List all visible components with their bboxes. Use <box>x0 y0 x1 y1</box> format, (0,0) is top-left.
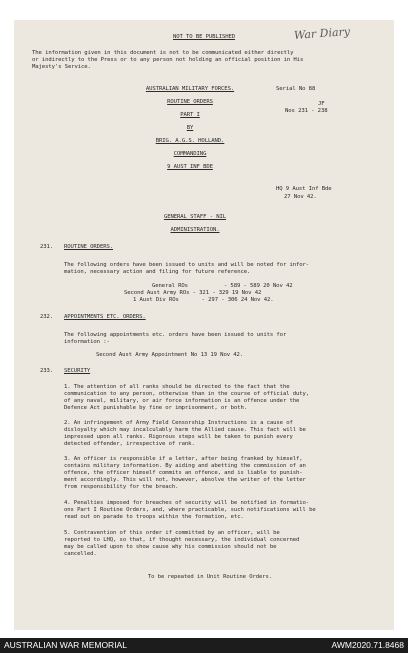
section-232-text-1: The following appointments etc. orders have been issued to units for <box>64 332 287 338</box>
security-p3-line-2: contains military information. By aiding and abetting the commission of an <box>64 463 306 469</box>
title-line-1: AUSTRALIAN MILITARY FORCES. <box>145 86 235 92</box>
security-p3-line-1: 3. An officer is responsible if a letter, after being franked by himself, <box>64 456 303 462</box>
handwritten-annotation: War Diary <box>293 25 351 42</box>
section-232-text-2: information :- <box>64 339 110 345</box>
security-p1-line-4: Defence Act punishable by fine or imprisonment, or both. <box>64 405 247 411</box>
security-p5-line-1: 5. Contravention of this order if committed by an officer, will be <box>64 530 280 536</box>
security-p3-line-3: offence, the officer himself commits an offence, and is liable to punish- <box>64 470 303 476</box>
security-p1-line-1: 1. The attention of all ranks should be directed to the fact that the <box>64 384 290 390</box>
security-p4-line-2: ons Part I Routine Orders, and, where practicable, such notifications will be <box>64 507 316 513</box>
title-line-6: COMMANDING <box>173 151 207 157</box>
section-231-number: 231. <box>40 244 54 250</box>
security-p5-line-3: may be called upon to show cause why his commission should not be <box>64 544 277 550</box>
title-line-5: BRIG. A.G.S. HOLLAND. <box>155 138 225 144</box>
section-233-number: 233. <box>40 368 54 374</box>
section-233-title: SECURITY <box>64 368 91 374</box>
security-p1-line-2: communication to any person, otherwise than in the course of official duty, <box>64 391 310 397</box>
section-232-number: 232. <box>40 314 54 320</box>
security-p2-line-4: detected offender, irrespective of rank. <box>64 441 195 447</box>
security-p2-line-3: impressed upon all ranks. Rigorous steps will be taken to punish every <box>64 434 293 440</box>
serial-number: Serial No 88 <box>276 86 316 92</box>
not-published-heading: NOT TO BE PUBLISHED <box>172 34 236 40</box>
hq-line-2: 27 Nov 42. <box>284 194 317 200</box>
security-p3-line-4: ment accordingly. This will not, however, absolve the writer of the letter <box>64 477 306 483</box>
section-231-row-1: General ROs - 589 - 589 20 Nov 42 <box>152 283 293 289</box>
title-line-7: 9 AUST INF BDE <box>167 164 213 170</box>
title-line-3: PART I <box>180 112 200 118</box>
section-231-text-2: mation, necessary action and filing for future reference. <box>64 269 251 275</box>
security-p2-line-1: 2. An infringement of Army Field Censorship Instructions is a cause of <box>64 420 293 426</box>
general-staff-heading: GENERAL STAFF - NIL <box>163 214 227 220</box>
title-line-2: ROUTINE ORDERS <box>167 99 213 105</box>
section-232-title: APPOINTMENTS ETC. ORDERS. <box>64 314 146 320</box>
security-p1-line-3: of any naval, military, or air force information is an offence under the <box>64 398 300 404</box>
repeat-instruction: To be repeated in Unit Routine Orders. <box>147 574 273 580</box>
serial-nos: Nos 231 - 238 <box>285 108 328 114</box>
serial-ref: JF <box>318 101 325 107</box>
archive-footer <box>0 638 408 653</box>
section-231-title: ROUTINE ORDERS. <box>64 244 114 250</box>
title-line-4: BY <box>186 125 194 131</box>
security-p4-line-3: read out on parade to troops within the formation, etc. <box>64 514 244 520</box>
section-231-row-3: 1 Aust Div ROs - 297 - 306 24 Nov 42. <box>133 297 274 303</box>
hq-line-1: HQ 9 Aust Inf Bde <box>276 186 332 192</box>
section-231-text-1: The following orders have been issued to units and will be noted for infor- <box>64 262 310 268</box>
security-p3-line-5: from responsibility for the breach. <box>64 484 179 490</box>
security-p5-line-4: cancelled. <box>64 551 97 557</box>
security-p4-line-1: 4. Penalties imposed for breaches of security will be notified in formatio- <box>64 500 310 506</box>
security-p2-line-2: disloyalty which may incalculably harm the Allied cause. This fact will be <box>64 427 306 433</box>
notice-line-2: or indirectly to the Press or to any person not holding an official position in His <box>32 57 304 63</box>
notice-line-1: The information given in this document is not to be communicated either directly <box>32 50 294 56</box>
security-p5-line-2: reported to LHQ, so that, if thought necessary, the individual concerned <box>64 537 300 543</box>
notice-line-3: Majesty's Service. <box>32 64 91 70</box>
section-231-row-2: Second Aust Army ROs - 321 - 329 19 Nov 42 <box>124 290 262 296</box>
footer-institution: AUSTRALIAN WAR MEMORIAL <box>4 640 127 650</box>
administration-heading: ADMINISTRATION. <box>170 227 220 233</box>
section-232-reference: Second Aust Army Appointment No 13 19 Nov 42. <box>96 352 244 358</box>
footer-accession-number: AWM2020.71.8468 <box>331 640 404 650</box>
